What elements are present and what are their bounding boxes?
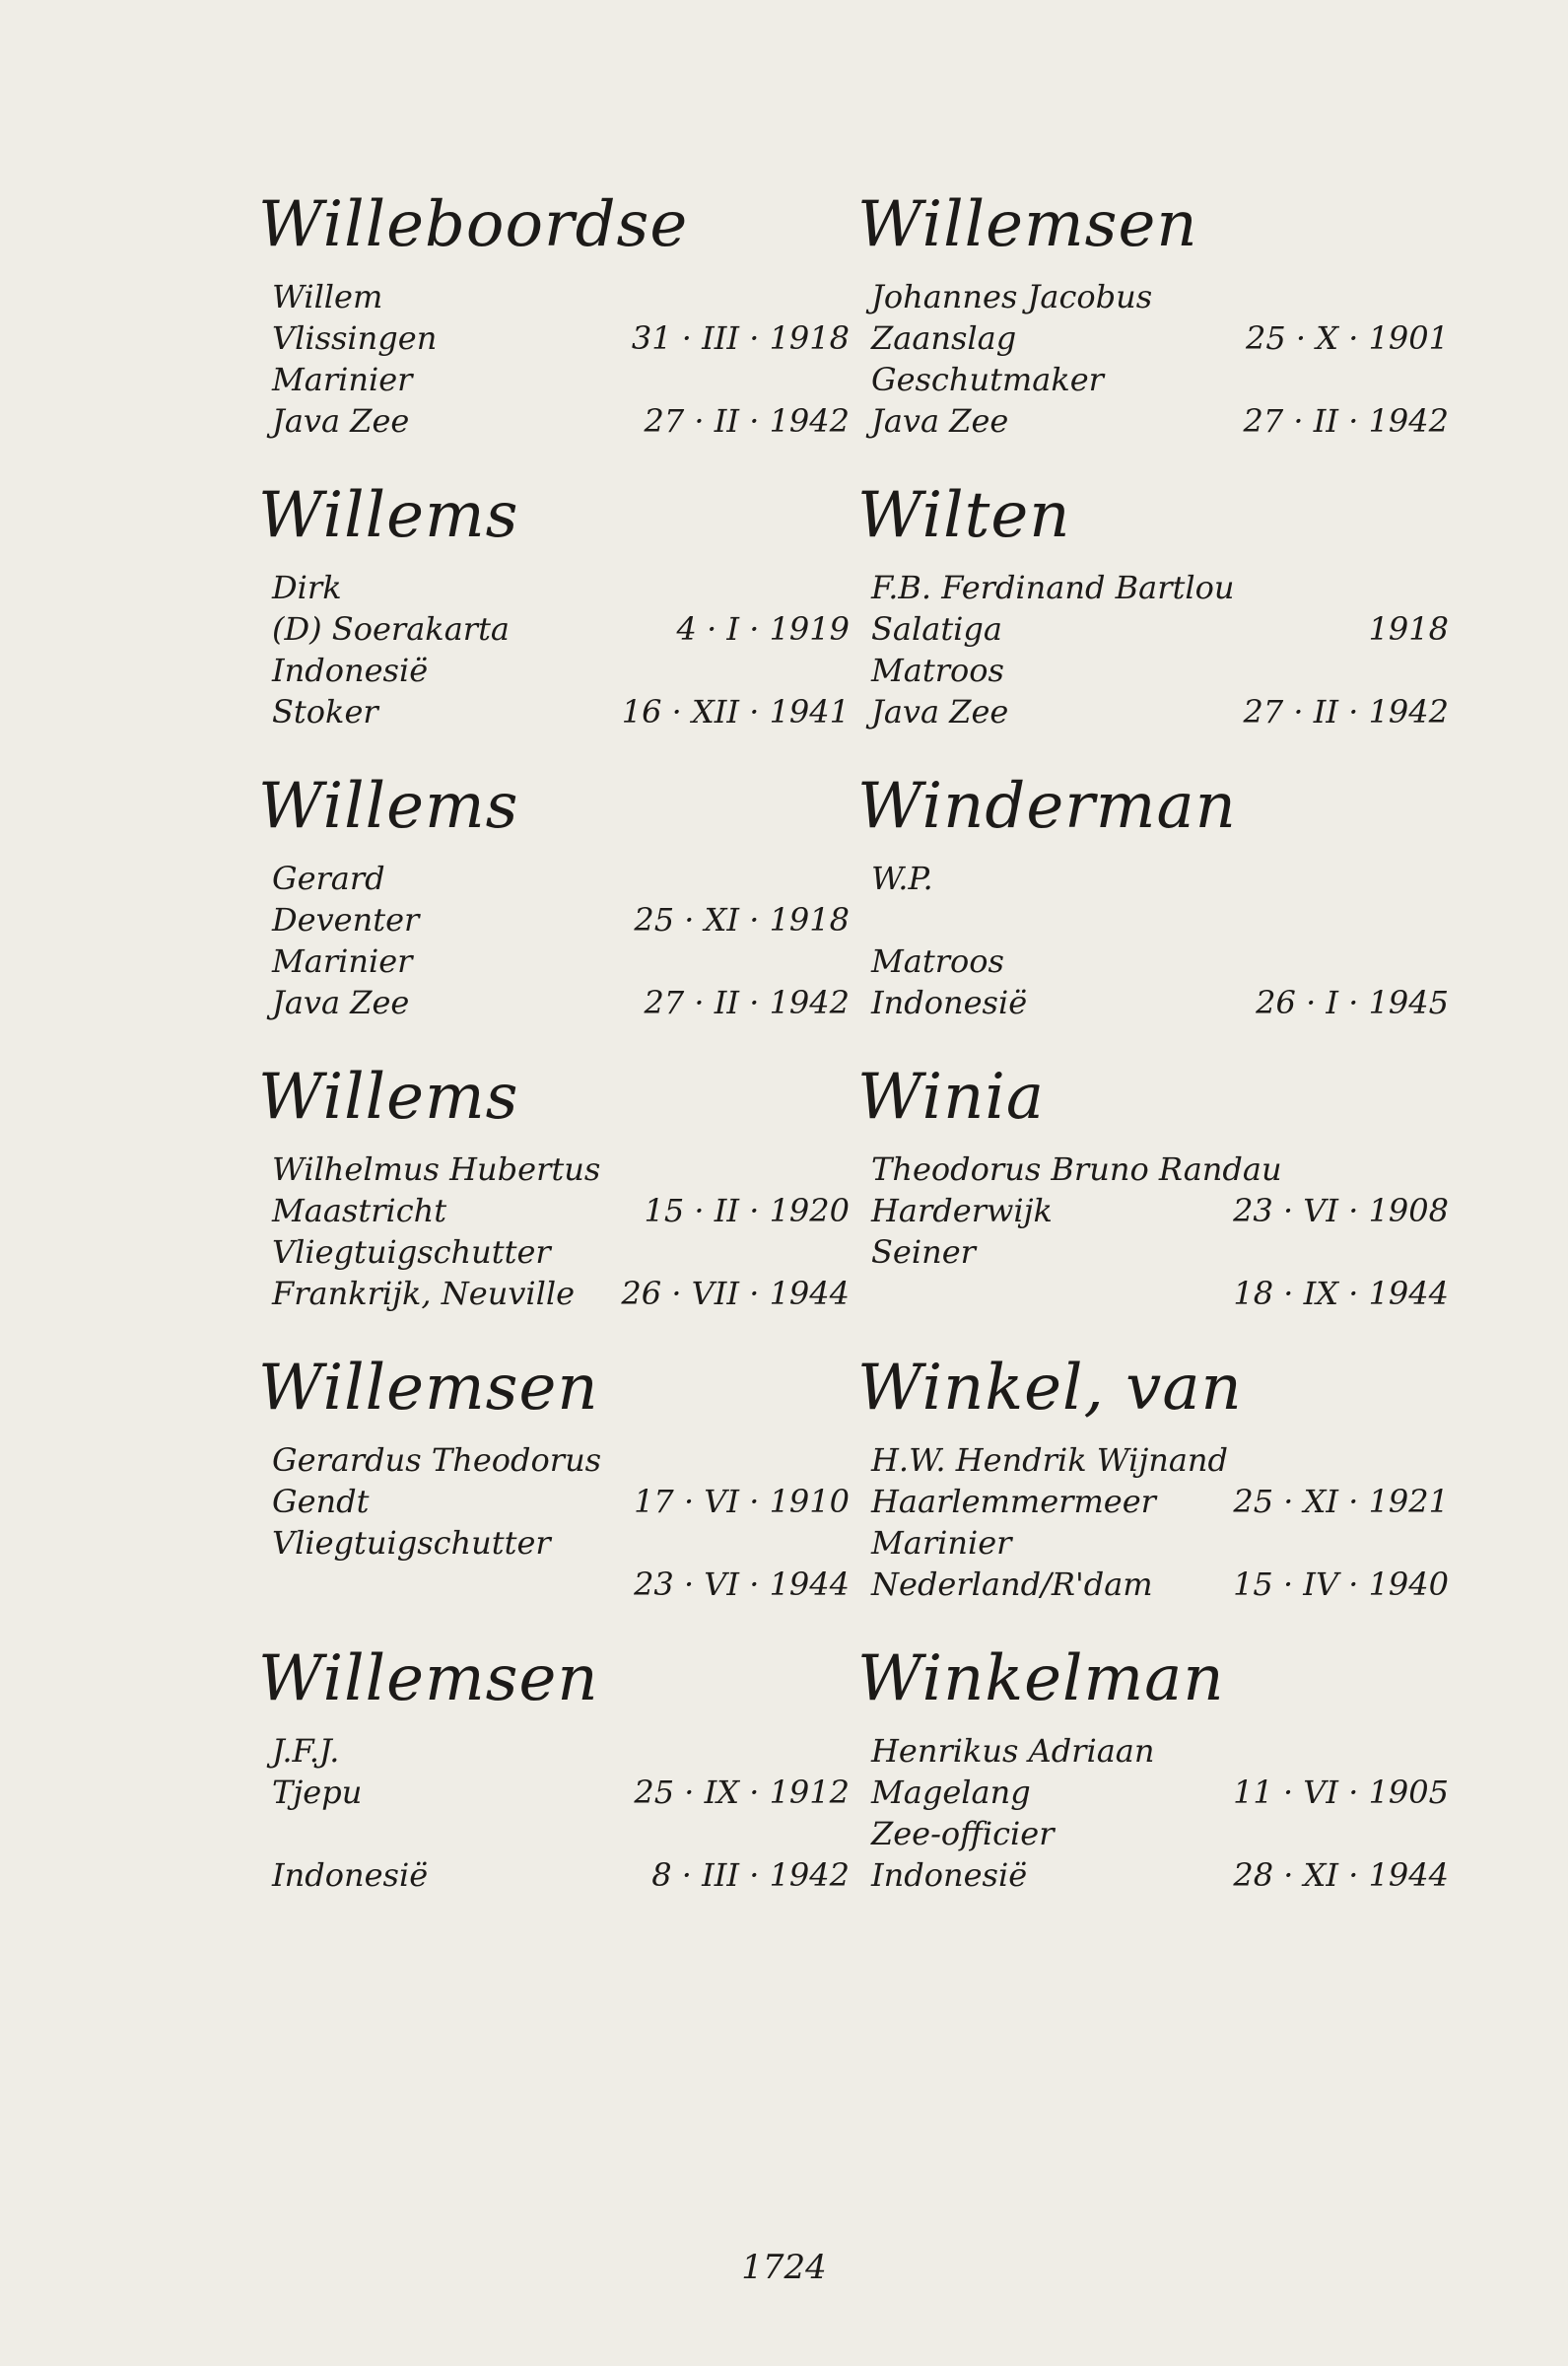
entry-text: H.W. Hendrik Wijnand [871,1441,1229,1479]
entry-text: Harderwijk [871,1192,1053,1229]
entry-text: Deventer [272,901,420,939]
right-column [857,177,1449,1922]
entry-line [857,899,1449,940]
surname-heading: Willems [258,479,519,552]
surname-heading: Willeboordse [258,188,689,261]
entry-text: Salatiga [871,610,1002,648]
surname-heading: Willems [258,1061,519,1134]
entry-text: Gerard [272,860,385,897]
person-entry [258,759,850,1050]
entry-date: 26 · I · 1945 [1256,984,1449,1021]
entry-line [857,691,1449,732]
entry-text: Dirk [272,569,342,606]
entry-line [857,608,1449,650]
person-entry [857,759,1449,1050]
entry-text: Maastricht [272,1192,447,1229]
entry-text: (D) Soerakarta [272,610,510,648]
entry-text: Java Zee [272,402,410,440]
entry-date: 25 · X · 1901 [1246,319,1449,357]
entry-line [857,1854,1449,1896]
entry-line [258,1522,850,1564]
entry-text: Stoker [272,693,378,731]
entry-date: 8 · III · 1942 [651,1856,850,1894]
entry-date: 31 · III · 1918 [631,319,850,357]
entry-text: Frankrijk, Neuville [272,1275,576,1312]
entry-date: 27 · II · 1942 [1243,402,1449,440]
entry-text: Indonesië [871,1856,1028,1894]
entry-text: Zee-officier [871,1815,1055,1852]
entry-text: Vliegtuigschutter [272,1524,551,1562]
entry-line [857,1273,1449,1314]
surname-heading: Winia [857,1061,1045,1134]
entry-text: Gerardus Theodorus [272,1441,602,1479]
entry-line [258,650,850,691]
entry-text: Theodorus Bruno Randau [871,1150,1282,1188]
entry-line [258,940,850,982]
entry-line [258,317,850,359]
page-number: 1724 [741,2248,827,2287]
entry-date: 25 · IX · 1912 [634,1774,850,1811]
entry-line [258,1813,850,1854]
entry-date: 23 · VI · 1944 [634,1566,850,1603]
entry-text: Indonesië [272,652,429,689]
entry-line [258,1231,850,1273]
person-entry [857,1341,1449,1632]
surname-heading: Winkel, van [857,1352,1243,1425]
surname-heading: Willemsen [258,1352,599,1425]
entry-line [857,1730,1449,1772]
entry-line [857,1148,1449,1190]
entry-text: Indonesië [871,984,1028,1021]
entry-line [857,1439,1449,1481]
entry-text: Wilhelmus Hubertus [272,1150,601,1188]
entry-line [258,1772,850,1813]
entry-line [258,1273,850,1314]
entry-line [258,1730,850,1772]
entry-date: 26 · VII · 1944 [621,1275,850,1312]
entry-text: Magelang [871,1774,1031,1811]
entry-text: Tjepu [272,1774,363,1811]
entry-line [258,1481,850,1522]
person-entry [857,468,1449,759]
entry-text: J.F.J. [272,1732,340,1770]
entry-date: 25 · XI · 1918 [634,901,850,939]
person-entry [857,177,1449,468]
entry-text: Willem [272,278,383,315]
entry-date: 4 · I · 1919 [676,610,850,648]
entry-date: 15 · II · 1920 [644,1192,850,1229]
entry-date: 15 · IV · 1940 [1233,1566,1449,1603]
entry-date: 27 · II · 1942 [1243,693,1449,731]
entry-line [258,858,850,899]
entry-line [258,691,850,732]
entry-line [258,1854,850,1896]
entry-date: 17 · VI · 1910 [634,1483,850,1520]
entry-line [857,650,1449,691]
surname-heading: Wilten [857,479,1071,552]
entry-line [258,1564,850,1605]
entry-text: Vliegtuigschutter [272,1233,551,1271]
person-entry [258,1341,850,1632]
surname-heading: Willemsen [857,188,1198,261]
entry-line [857,400,1449,442]
surname-heading: Willems [258,770,519,843]
entry-line [857,1813,1449,1854]
entry-text: Marinier [871,1524,1012,1562]
entry-line [258,359,850,400]
entry-line [857,1481,1449,1522]
entry-line [857,276,1449,317]
entry-line [258,1190,850,1231]
entry-text: Matroos [871,652,1004,689]
entry-line [857,858,1449,899]
entry-line [857,1522,1449,1564]
entry-text: Geschutmaker [871,361,1104,398]
entry-text: Johannes Jacobus [871,278,1153,315]
entry-line [258,1439,850,1481]
person-entry [258,1632,850,1922]
entry-date: 27 · II · 1942 [644,984,850,1021]
entry-line [258,276,850,317]
entry-line [857,940,1449,982]
entry-line [258,982,850,1023]
entry-text: Seiner [871,1233,976,1271]
entry-text: Marinier [272,942,413,980]
entry-date: 28 · XI · 1944 [1233,1856,1449,1894]
entry-line [857,317,1449,359]
person-entry [857,1050,1449,1341]
entry-date: 23 · VI · 1908 [1233,1192,1449,1229]
entry-text: Java Zee [272,984,410,1021]
entry-line [857,1772,1449,1813]
entry-text: W.P. [871,860,933,897]
entry-text: Indonesië [272,1856,429,1894]
left-column [258,177,850,1922]
entry-text: Nederland/R'dam [871,1566,1153,1603]
entry-date: 18 · IX · 1944 [1233,1275,1449,1312]
entry-line [258,608,850,650]
entry-text: Gendt [272,1483,370,1520]
entry-text: Haarlemmermeer [871,1483,1156,1520]
entry-text: Java Zee [871,693,1009,731]
entry-text: Vlissingen [272,319,438,357]
entry-date: 16 · XII · 1941 [621,693,850,731]
entry-text: Java Zee [871,402,1009,440]
entry-date: 25 · XI · 1921 [1233,1483,1449,1520]
surname-heading: Winderman [857,770,1237,843]
surname-heading: Willemsen [258,1642,599,1715]
entry-line [857,1564,1449,1605]
entry-line [857,1231,1449,1273]
person-entry [258,1050,850,1341]
entry-text: Henrikus Adriaan [871,1732,1155,1770]
person-entry [258,177,850,468]
entry-text: Matroos [871,942,1004,980]
entry-line [258,899,850,940]
entry-line [857,1190,1449,1231]
entry-text: F.B. Ferdinand Bartlou [871,569,1235,606]
entry-line [258,567,850,608]
entry-line [857,359,1449,400]
entry-date: 11 · VI · 1905 [1233,1774,1449,1811]
entry-text: Zaanslag [871,319,1017,357]
surname-heading: Winkelman [857,1642,1225,1715]
entry-line [857,567,1449,608]
entry-line [258,400,850,442]
entry-date: 27 · II · 1942 [644,402,850,440]
entry-date: 1918 [1368,610,1449,648]
entry-line [258,1148,850,1190]
person-entry [258,468,850,759]
person-entry [857,1632,1449,1922]
entry-line [857,982,1449,1023]
entry-text: Marinier [272,361,413,398]
